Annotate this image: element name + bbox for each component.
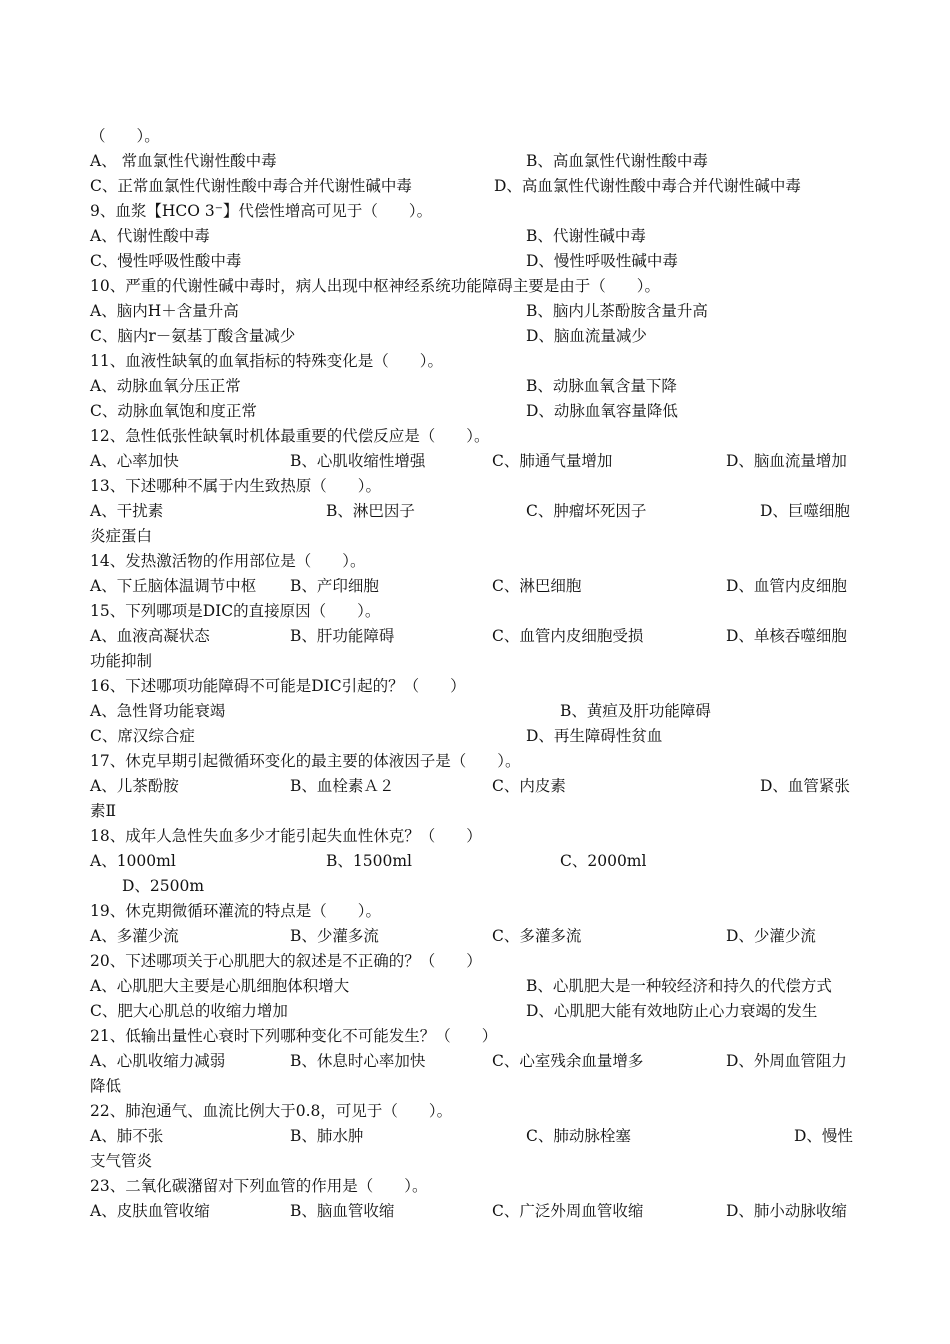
option-text: D、单核吞噬细胞 [726, 627, 847, 645]
text-line [90, 524, 870, 549]
text-line [90, 324, 870, 349]
line-text: （ ）。 [90, 127, 160, 145]
option-text: C、血管内皮细胞受损 [492, 627, 644, 645]
option-text: D、动脉血氧容量降低 [526, 402, 678, 420]
text-line [90, 174, 870, 199]
text-line [90, 1049, 870, 1074]
text-line [90, 949, 870, 974]
option-text: D、少灌少流 [726, 927, 816, 945]
line-text: 18、成年人急性失血多少才能引起失血性休克？（ ） [90, 827, 482, 845]
option-text: A、干扰素 [90, 502, 164, 520]
option-text: A、动脉血氧分压正常 [90, 377, 241, 395]
line-text: 11、血液性缺氧的血氧指标的特殊变化是（ ）。 [90, 352, 443, 370]
text-line [90, 1074, 870, 1099]
text-line [90, 449, 870, 474]
text-line [90, 499, 870, 524]
line-text: 炎症蛋白 [90, 527, 153, 545]
option-text: C、肿瘤坏死因子 [526, 502, 647, 520]
option-text: B、肺水肿 [290, 1127, 364, 1145]
option-text: D、高血氯性代谢性酸中毒合并代谢性碱中毒 [494, 177, 801, 195]
text-line [90, 699, 870, 724]
text-line [90, 1024, 870, 1049]
line-text: 21、低输出量性心衰时下列哪种变化不可能发生？（ ） [90, 1027, 498, 1045]
text-line [90, 1174, 870, 1199]
line-text: 19、休克期微循环灌流的特点是（ ）。 [90, 902, 381, 920]
option-text: A、肺不张 [90, 1127, 164, 1145]
option-text: C、内皮素 [492, 777, 566, 795]
option-text: B、动脉血氧含量下降 [526, 377, 677, 395]
option-text: B、心肌收缩性增强 [290, 452, 426, 470]
text-line [90, 999, 870, 1024]
text-line [90, 424, 870, 449]
line-text: 20、下述哪项关于心肌肥大的叙述是不正确的？（ ） [90, 952, 482, 970]
option-text: A、脑内H＋含量升高 [90, 302, 239, 320]
option-text: A、血液高凝状态 [90, 627, 210, 645]
text-line [90, 124, 870, 149]
text-line [90, 574, 870, 599]
text-line [90, 224, 870, 249]
option-text: D、巨噬细胞 [760, 502, 850, 520]
option-text: B、高血氯性代谢性酸中毒 [526, 152, 708, 170]
option-text: D、脑血流量减少 [526, 327, 647, 345]
option-text: A、心肌肥大主要是心肌细胞体积增大 [90, 977, 350, 995]
line-text: 23、二氧化碳潴留对下列血管的作用是（ ）。 [90, 1177, 428, 1195]
text-line [90, 774, 870, 799]
option-text: A、下丘脑体温调节中枢 [90, 577, 257, 595]
option-text: B、血栓素Ａ２ [290, 777, 395, 795]
text-line [90, 849, 870, 874]
option-text: B、少灌多流 [290, 927, 379, 945]
option-text: C、肥大心肌总的收缩力增加 [90, 1002, 288, 1020]
text-line [90, 1149, 870, 1174]
option-text: C、2000ml [560, 852, 647, 870]
text-line [90, 249, 870, 274]
option-text: D、脑血流量增加 [726, 452, 847, 470]
option-text: A、心肌收缩力减弱 [90, 1052, 226, 1070]
text-line [90, 899, 870, 924]
option-text: D、心肌肥大能有效地防止心力衰竭的发生 [526, 1002, 818, 1020]
option-text: C、肺通气量增加 [492, 452, 613, 470]
option-text: C、席汉综合症 [90, 727, 195, 745]
text-line [90, 799, 870, 824]
option-text: B、肝功能障碍 [290, 627, 395, 645]
text-line [90, 349, 870, 374]
option-text: D、慢性 [794, 1127, 853, 1145]
line-text: 素Ⅱ [90, 802, 117, 820]
text-line [90, 599, 870, 624]
option-text: C、广泛外周血管收缩 [492, 1202, 644, 1220]
text-line [90, 874, 870, 899]
text-line [90, 374, 870, 399]
option-text: D、慢性呼吸性碱中毒 [526, 252, 678, 270]
text-line [90, 474, 870, 499]
option-text: A、急性肾功能衰竭 [90, 702, 226, 720]
option-text: A、儿茶酚胺 [90, 777, 179, 795]
text-line [90, 549, 870, 574]
option-text: A、1000ml [90, 852, 176, 870]
line-text: 22、肺泡通气、血流比例大于0.8，可见于（ ）。 [90, 1102, 453, 1120]
option-text: C、脑内r－氨基丁酸含量减少 [90, 327, 296, 345]
line-text: 功能抑制 [90, 652, 153, 670]
text-line [90, 649, 870, 674]
text-line [90, 399, 870, 424]
text-line [90, 924, 870, 949]
option-text: D、血管内皮细胞 [726, 577, 847, 595]
text-line [90, 299, 870, 324]
option-text: C、肺动脉栓塞 [526, 1127, 631, 1145]
option-text: C、正常血氯性代谢性酸中毒合并代谢性碱中毒 [90, 177, 412, 195]
option-text: B、黄疸及肝功能障碍 [560, 702, 711, 720]
option-text: B、脑内儿茶酚胺含量升高 [526, 302, 708, 320]
option-text: A、心率加快 [90, 452, 179, 470]
text-line [90, 974, 870, 999]
option-text: C、淋巴细胞 [492, 577, 582, 595]
text-line [90, 624, 870, 649]
option-text: D、再生障碍性贫血 [526, 727, 663, 745]
text-line [90, 274, 870, 299]
text-line [90, 1199, 870, 1224]
option-text: A、 常血氯性代谢性酸中毒 [90, 152, 277, 170]
option-text: D、外周血管阻力 [726, 1052, 847, 1070]
option-text: B、心肌肥大是一种较经济和持久的代偿方式 [526, 977, 832, 995]
text-line [90, 749, 870, 774]
line-text: 13、下述哪种不属于内生致热原（ ）。 [90, 477, 381, 495]
text-line [90, 674, 870, 699]
option-text: B、脑血管收缩 [290, 1202, 395, 1220]
option-text: D、肺小动脉收缩 [726, 1202, 847, 1220]
option-text: C、动脉血氧饱和度正常 [90, 402, 257, 420]
option-text: B、淋巴因子 [326, 502, 415, 520]
line-text: D、2500m [122, 877, 205, 895]
line-text: 支气管炎 [90, 1152, 153, 1170]
line-text: 14、发热激活物的作用部位是（ ）。 [90, 552, 366, 570]
option-text: C、多灌多流 [492, 927, 582, 945]
option-text: D、血管紧张 [760, 777, 850, 795]
text-line [90, 1124, 870, 1149]
option-text: C、心室残余血量增多 [492, 1052, 644, 1070]
option-text: B、休息时心率加快 [290, 1052, 426, 1070]
text-line [90, 824, 870, 849]
option-text: A、代谢性酸中毒 [90, 227, 210, 245]
option-text: B、1500ml [326, 852, 412, 870]
option-text: B、产印细胞 [290, 577, 379, 595]
text-line [90, 1099, 870, 1124]
option-text: A、皮肤血管收缩 [90, 1202, 210, 1220]
line-text: 17、休克早期引起微循环变化的最主要的体液因子是（ ）。 [90, 752, 521, 770]
text-line [90, 724, 870, 749]
option-text: A、多灌少流 [90, 927, 179, 945]
line-text: 降低 [90, 1077, 122, 1095]
line-text: 12、急性低张性缺氧时机体最重要的代偿反应是（ ）。 [90, 427, 490, 445]
line-text: 9、血浆【HCO 3⁻】代偿性增高可见于（ ）。 [90, 202, 433, 220]
line-text: 16、下述哪项功能障碍不可能是DIC引起的？（ ） [90, 677, 466, 695]
option-text: B、代谢性碱中毒 [526, 227, 646, 245]
option-text: C、慢性呼吸性酸中毒 [90, 252, 242, 270]
text-line [90, 199, 870, 224]
text-line [90, 149, 870, 174]
line-text: 15、下列哪项是DIC的直接原因（ ）。 [90, 602, 381, 620]
line-text: 10、严重的代谢性碱中毒时，病人出现中枢神经系统功能障碍主要是由于（ ）。 [90, 277, 660, 295]
